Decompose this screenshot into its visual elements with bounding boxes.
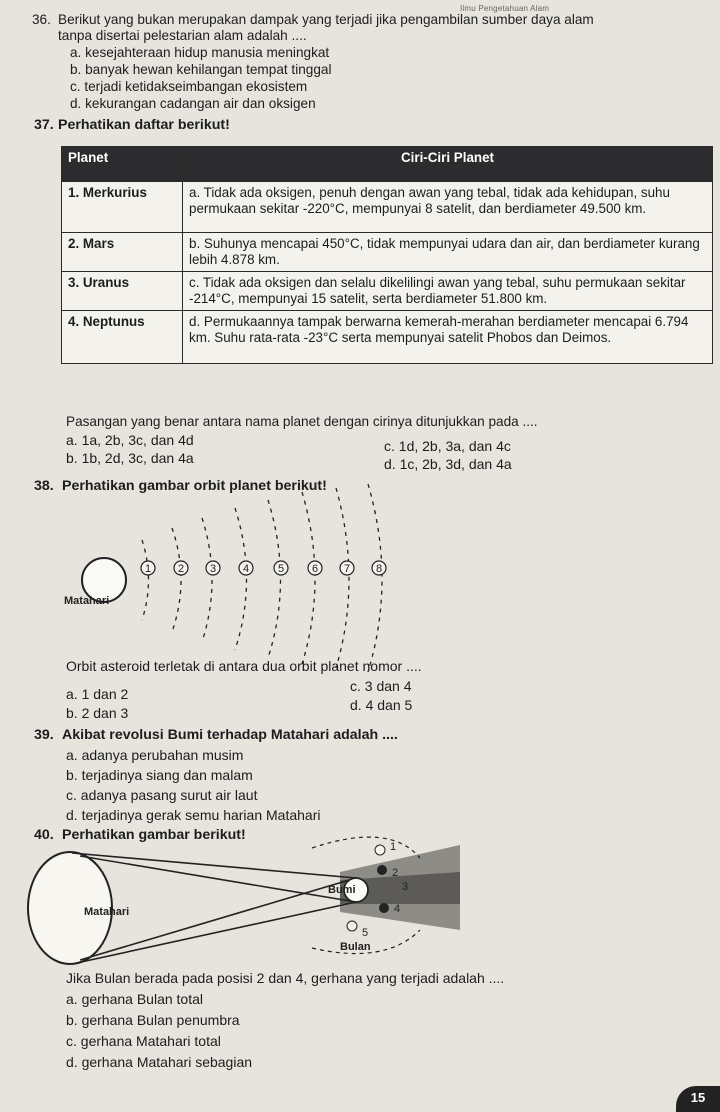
q40-prompt: Jika Bulan berada pada posisi 2 dan 4, gerhana yang terjadi adalah .... <box>66 970 505 986</box>
page-number: 15 <box>676 1086 720 1112</box>
trait-cell: b. Suhunya mencapai 450°C, tidak mempunyai udara dan air, dan berdiameter kurang lebih 4.878 km. <box>183 233 713 272</box>
q36-number: 36. <box>32 12 51 27</box>
q38-sun-label: Matahari <box>64 595 110 607</box>
q36-option-c: c. terjadi ketidakseimbangan ekosistem <box>70 79 308 94</box>
q39-number: 39. <box>34 727 54 743</box>
orbit-path-2 <box>172 528 181 632</box>
planet-cell: 4. Neptunus <box>62 311 183 364</box>
q40-moon-label: Bulan <box>340 941 371 953</box>
q36-option-a: a. kesejahteraan hidup manusia meningkat <box>70 45 330 60</box>
q37-option-a: a. 1a, 2b, 3c, dan 4d <box>66 432 194 448</box>
orbit-number-4: 4 <box>242 563 250 575</box>
q36-option-d: d. kekurangan cadangan air dan oksigen <box>70 96 316 111</box>
moon-position-5 <box>347 921 357 931</box>
position-number-2: 2 <box>392 867 399 879</box>
q37-option-b: b. 1b, 2d, 3c, dan 4a <box>66 450 194 466</box>
q39-stem: Akibat revolusi Bumi terhadap Matahari adalah .... <box>62 727 398 743</box>
column-header-traits: Ciri-Ciri Planet <box>183 147 713 182</box>
orbit-number-5: 5 <box>277 563 285 575</box>
position-number-4: 4 <box>394 903 401 915</box>
orbit-number-8: 8 <box>375 563 383 575</box>
planet-cell: 2. Mars <box>62 233 183 272</box>
orbit-number-3: 3 <box>209 563 217 575</box>
q39-option-a: a. adanya perubahan musim <box>66 747 244 763</box>
q38-stem: Perhatikan gambar orbit planet berikut! <box>62 478 327 494</box>
position-number-5: 5 <box>362 927 369 939</box>
q40-option-c: c. gerhana Matahari total <box>66 1033 221 1049</box>
ray-line <box>80 878 356 960</box>
q40-option-d: d. gerhana Matahari sebagian <box>66 1054 253 1070</box>
planet-cell: 3. Uranus <box>62 272 183 311</box>
q38-prompt: Orbit asteroid terletak di antara dua orbit planet nomor .... <box>66 658 422 674</box>
q38-option-b: b. 2 dan 3 <box>66 705 129 721</box>
q39-option-c: c. adanya pasang surut air laut <box>66 787 258 803</box>
q38-option-d: d. 4 dan 5 <box>350 697 413 713</box>
moon-position-1 <box>375 845 385 855</box>
q37-option-d: d. 1c, 2b, 3d, dan 4a <box>384 456 512 472</box>
q36-stem-line2: tanpa disertai pelestarian alam adalah .... <box>58 28 307 43</box>
trait-cell: a. Tidak ada oksigen, penuh dengan awan yang tebal, tidak ada kehidupan, suhu permukaan sekitar -220°C, mempunyai 8 satelit, dan berdiameter 49.500 km. <box>183 182 713 233</box>
moon-position-2 <box>377 865 387 875</box>
orbit-path-7 <box>336 488 349 668</box>
orbit-path-1 <box>142 540 152 620</box>
q38-number: 38. <box>34 478 54 494</box>
orbit-number-6: 6 <box>311 563 319 575</box>
orbit-path-3 <box>202 518 212 642</box>
q40-option-a: a. gerhana Bulan total <box>66 991 203 1007</box>
position-number-3: 3 <box>402 881 409 893</box>
q40-stem: Perhatikan gambar berikut! <box>62 827 246 843</box>
q37-number: 37. <box>34 117 54 133</box>
q40-earth-label: Bumi <box>328 884 356 896</box>
orbit-path-5 <box>268 500 281 658</box>
moon-position-4 <box>379 903 389 913</box>
orbit-path-8 <box>368 484 382 672</box>
trait-cell: c. Tidak ada oksigen dan selalu dikelilingi awan yang tebal, suhu permukaan sekitar -214°C, mempunyai 15 satelit, serta berdiameter 51.800 km. <box>183 272 713 311</box>
orbit-number-7: 7 <box>343 563 351 575</box>
orbit-number-2: 2 <box>177 563 185 575</box>
q40-option-b: b. gerhana Bulan penumbra <box>66 1012 240 1028</box>
trait-cell: d. Permukaannya tampak berwarna kemerah-merahan berdiameter mencapai 6.794 km. Suhu rata-rata -23°C serta mempunyai satelit Phobos dan Deimos. <box>183 311 713 364</box>
q40-number: 40. <box>34 827 54 843</box>
q40-sun-label: Matahari <box>84 906 130 918</box>
q36-stem-line1: Berikut yang bukan merupakan dampak yang terjadi jika pengambilan sumber daya alam <box>58 12 594 27</box>
q37-stem: Perhatikan daftar berikut! <box>58 117 230 133</box>
ray-line <box>80 856 356 902</box>
ray-line <box>72 853 356 878</box>
q38-option-a: a. 1 dan 2 <box>66 686 129 702</box>
column-header-planet: Planet <box>62 147 183 182</box>
q37-option-c: c. 1d, 2b, 3a, dan 4c <box>384 438 511 454</box>
subject-header: Ilmu Pengetahuan Alam <box>460 4 550 13</box>
orbit-path-6 <box>302 492 315 664</box>
planet-cell: 1. Merkurius <box>62 182 183 233</box>
position-number-1: 1 <box>390 841 397 853</box>
orbit-path-4 <box>235 508 250 650</box>
q36-option-b: b. banyak hewan kehilangan tempat tinggal <box>70 62 332 77</box>
q37-prompt: Pasangan yang benar antara nama planet dengan cirinya ditunjukkan pada .... <box>66 414 538 429</box>
q38-option-c: c. 3 dan 4 <box>350 678 412 694</box>
orbit-number-1: 1 <box>144 563 152 575</box>
q39-option-b: b. terjadinya siang dan malam <box>66 767 253 783</box>
q39-option-d: d. terjadinya gerak semu harian Matahari <box>66 807 321 823</box>
